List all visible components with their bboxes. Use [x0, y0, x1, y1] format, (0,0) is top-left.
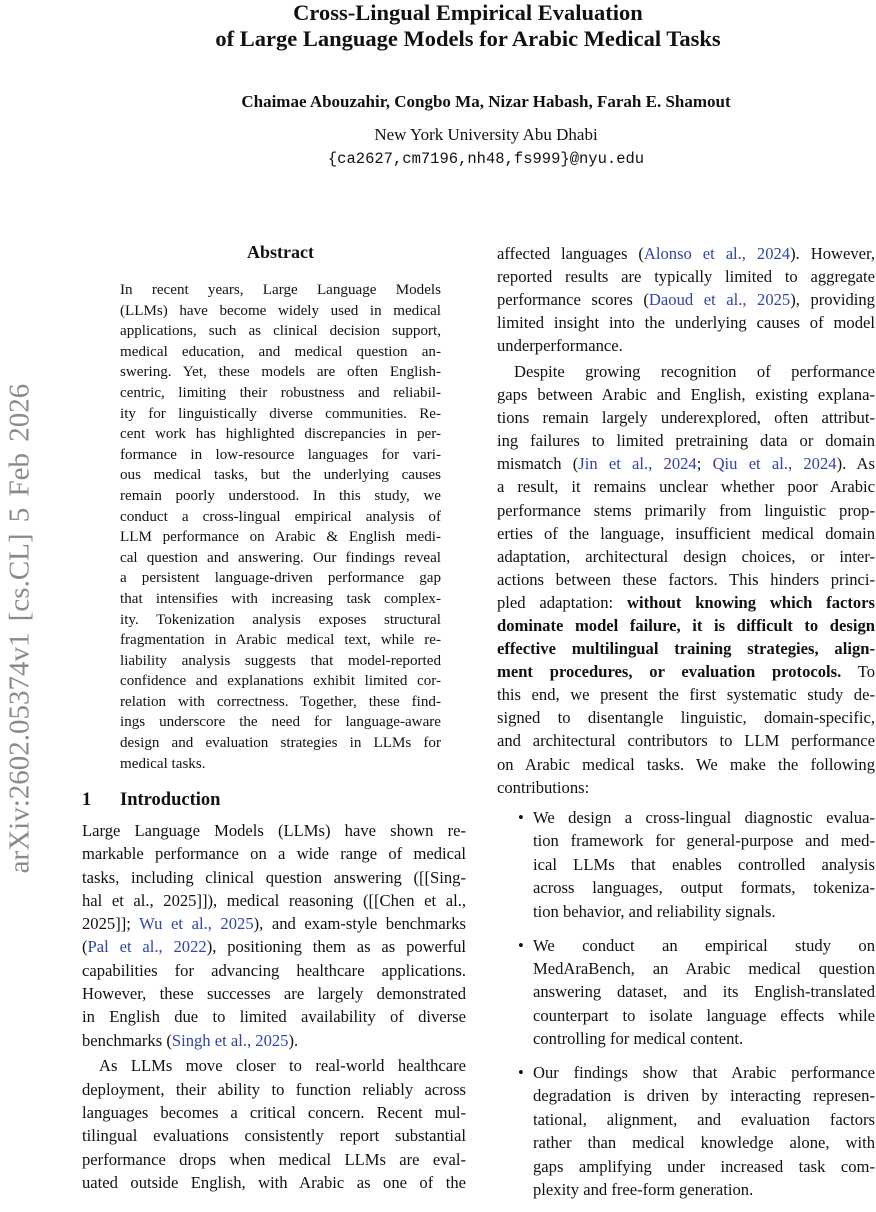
text-run: design and evaluation strategies in LLMs for — [120, 735, 441, 752]
author-emails: {ca2627,cm7196,nh48,fs999}@nyu.edu — [327, 150, 645, 168]
text-line — [82, 1101, 466, 1124]
text-run: Our findings show that Arabic performance — [533, 1063, 875, 1083]
text-line — [120, 671, 441, 692]
text-line — [120, 404, 441, 425]
text-run: performance stems primarily from linguistic prop- — [497, 500, 875, 520]
bullet-icon: • — [518, 808, 524, 827]
bold-text: without knowing which factors — [626, 592, 875, 612]
text-run: contributions: — [497, 777, 590, 797]
text-run: adaptation, architectural design choices, or inter- — [497, 546, 875, 566]
text-line — [497, 288, 875, 311]
text-line — [120, 651, 441, 672]
text-run: ), positioning them as as powerful — [206, 937, 466, 957]
text-line — [533, 980, 875, 1003]
text-run: MedAraBench, an Arabic medical question — [533, 958, 875, 978]
text-run: ing failures to limited pretraining data or domain — [497, 431, 875, 451]
text-line — [82, 935, 466, 958]
section-number: 1 — [82, 790, 92, 810]
text-run: relation with correctness. Together, these find- — [120, 693, 441, 710]
text-run: Despite growing recognition of performance — [514, 361, 875, 381]
text-run: ity for linguistically diverse communities. Re- — [120, 405, 441, 422]
text-line — [497, 334, 875, 357]
text-run: confidence and explanations exhibit limited cor- — [120, 673, 441, 690]
title-line: of Large Language Models for Arabic Medical Tasks — [215, 26, 721, 51]
list-item — [497, 1061, 875, 1201]
text-line — [497, 242, 875, 265]
bold-text: ment procedures, or evaluation protocols. — [497, 662, 842, 682]
text-line — [120, 507, 441, 528]
text-line — [120, 712, 441, 733]
text-run: ( — [82, 937, 88, 957]
text-run: affected languages ( — [497, 244, 644, 263]
text-run: ). As — [836, 454, 875, 474]
citation-link[interactable]: Jin et al., 2024 — [578, 454, 697, 474]
introduction-body — [82, 819, 466, 1194]
text-line — [497, 475, 875, 498]
text-run: medical tasks. — [120, 755, 206, 772]
text-line — [120, 362, 441, 383]
text-line — [533, 934, 875, 957]
text-line — [497, 522, 875, 545]
text-line — [120, 445, 441, 466]
text-run: formance in low-resource languages for vari- — [120, 446, 441, 463]
text-run: tilingual evaluations consistently report substantial — [82, 1126, 466, 1146]
text-line — [82, 982, 466, 1005]
text-run: conduct a cross-lingual empirical analysis of — [120, 508, 441, 525]
text-line — [120, 342, 441, 363]
text-run: reported results are typically limited to aggregate — [497, 267, 875, 287]
abstract-heading: Abstract — [247, 242, 314, 262]
text-run: performance scores ( — [497, 290, 649, 310]
text-line — [533, 957, 875, 980]
text-line — [497, 591, 875, 614]
text-run: answering dataset, and its English-translated — [533, 982, 875, 1002]
text-line — [533, 1061, 875, 1084]
text-run: ical LLMs that enables controlled analysis — [533, 854, 875, 874]
text-line — [120, 486, 441, 507]
text-line — [120, 733, 441, 754]
text-run: ings underscore the need for language-aware — [120, 714, 441, 731]
text-line — [82, 1005, 466, 1028]
text-run: markable performance on a wide range of medical — [82, 844, 466, 864]
text-line — [82, 1054, 466, 1077]
text-run: To — [841, 662, 875, 682]
text-line — [82, 842, 466, 865]
text-line — [120, 465, 441, 486]
text-run: that intensifies with increasing task complex- — [120, 590, 441, 607]
text-run: a persistent language-driven performance gap — [120, 570, 441, 587]
text-run: a result, it remains unclear whether poor Arabic — [497, 477, 875, 497]
affiliation: New York University Abu Dhabi — [374, 125, 598, 144]
text-line — [82, 819, 466, 842]
text-line — [120, 610, 441, 631]
text-line — [533, 1004, 875, 1027]
text-line — [497, 360, 875, 383]
paragraph — [533, 934, 875, 1051]
text-line — [497, 499, 875, 522]
text-run: plexity and free-form generation. — [533, 1180, 754, 1200]
contributions-list — [497, 806, 875, 1212]
text-run: medical education, and medical question an- — [120, 343, 441, 360]
bullet-icon: • — [518, 935, 524, 955]
right-column-body — [497, 242, 875, 799]
text-run: in English due to limited availability of diverse — [82, 1007, 466, 1027]
text-run: tions remain largely underexplored, often attribut- — [497, 408, 875, 428]
text-line — [533, 1084, 875, 1107]
text-run: tion behavior, and reliability signals. — [533, 901, 776, 921]
text-line — [82, 1124, 466, 1147]
list-item — [497, 806, 875, 923]
text-line — [497, 660, 875, 683]
text-run: tion framework for general-purpose and med- — [533, 831, 875, 851]
text-run: As LLMs move closer to real-world healthcare — [99, 1056, 466, 1076]
paper-title — [0, 0, 876, 52]
text-line — [82, 1171, 466, 1194]
text-run: We design a cross-lingual diagnostic evalua- — [533, 808, 875, 827]
citation-link[interactable]: Qiu et al., 2024 — [712, 454, 837, 474]
text-run: (LLMs) have become widely used in medical — [120, 302, 441, 319]
text-run: However, these successes are largely demonstrated — [82, 984, 466, 1004]
text-run: liability analysis suggests that model-reported — [120, 652, 441, 669]
text-line — [533, 806, 875, 829]
text-run: degradation is driven by interacting represen- — [533, 1086, 875, 1106]
text-line — [497, 637, 875, 660]
text-run: 2025]]; — [82, 914, 140, 934]
text-line — [497, 265, 875, 288]
text-run: mismatch ( — [497, 454, 579, 474]
citation-link[interactable]: Alonso et al., 2024 — [643, 244, 791, 263]
text-run: benchmarks ( — [82, 1030, 172, 1050]
text-run: rather than medical knowledge alone, with — [533, 1133, 875, 1153]
paragraph — [533, 1061, 875, 1201]
paragraph — [120, 280, 441, 774]
text-line — [497, 383, 875, 406]
text-line — [497, 683, 875, 706]
text-line — [497, 568, 875, 591]
paragraph — [82, 819, 466, 1052]
text-run: LLM performance on Arabic & English medi- — [120, 529, 441, 546]
arxiv-stamp: arXiv:2602.05374v1 [cs.CL] 5 Feb 2026 — [3, 383, 36, 874]
text-run: ). However, — [790, 244, 876, 263]
citation-link[interactable]: Wu et al., 2025 — [139, 914, 254, 934]
text-run: actions between these factors. This hinders princi- — [497, 569, 875, 589]
text-line — [497, 406, 875, 429]
text-line — [533, 1027, 875, 1050]
bold-text: effective multilingual training strategies, align- — [497, 639, 875, 659]
text-line — [120, 568, 441, 589]
paragraph — [497, 242, 875, 357]
text-line — [82, 889, 466, 912]
text-line — [497, 429, 875, 452]
text-line — [120, 754, 441, 775]
text-line — [120, 424, 441, 445]
text-run: this end, we present the first systematic study de- — [497, 685, 875, 705]
text-run: gaps amplifying under increased task com- — [533, 1156, 875, 1176]
text-run: erties of the language, insufficient medical domain — [497, 523, 875, 543]
text-line — [82, 1148, 466, 1171]
text-run: languages becomes a critical concern. Recent mul- — [82, 1103, 466, 1123]
text-run: hal et al., 2025]]), medical reasoning ([[Chen et al., — [82, 890, 466, 910]
text-run: fragmentation in Arabic medical text, while re- — [120, 632, 441, 649]
text-run: Large Language Models (LLMs) have shown re- — [82, 821, 466, 840]
text-line — [533, 1155, 875, 1178]
text-run: applications, such as clinical decision support, — [120, 323, 441, 340]
text-line — [120, 589, 441, 610]
text-line — [497, 776, 875, 799]
text-run: ity. Tokenization analysis exposes structural — [120, 611, 441, 628]
text-run: ; — [696, 454, 713, 474]
text-line — [533, 1108, 875, 1131]
text-run: controlling for medical content. — [533, 1029, 744, 1049]
text-line — [82, 959, 466, 982]
text-run: ). — [288, 1030, 299, 1050]
text-run: ), providing — [790, 290, 875, 310]
text-run: cal question and answering. Our findings reveal — [120, 549, 441, 566]
text-run: gaps between Arabic and English, existing explana- — [497, 385, 875, 405]
text-run: remain poorly understood. In this study, we — [120, 487, 441, 504]
text-line — [533, 853, 875, 876]
text-run: tational, alignment, and evaluation factors — [533, 1109, 875, 1129]
text-line — [497, 706, 875, 729]
title-line: Cross-Lingual Empirical Evaluation — [293, 0, 643, 25]
text-run: capabilities for advancing healthcare applications. — [82, 960, 466, 980]
text-line — [533, 876, 875, 899]
abstract-body — [120, 280, 441, 774]
text-line — [120, 692, 441, 713]
citation-link[interactable]: Daoud et al., 2025 — [648, 290, 791, 310]
text-line — [120, 321, 441, 342]
text-line — [82, 1029, 466, 1052]
paragraph — [497, 360, 875, 799]
text-line — [120, 548, 441, 569]
section-heading-introduction — [82, 790, 220, 811]
text-line — [497, 452, 875, 475]
text-run: cent work has highlighted discrepancies in per- — [120, 426, 441, 443]
text-run: We conduct an empirical study on — [533, 935, 875, 955]
text-run: and architectural contributors to LLM performance — [497, 731, 875, 751]
text-line — [120, 280, 441, 301]
bullet-icon: • — [518, 1063, 524, 1083]
text-line — [497, 614, 875, 637]
text-line — [120, 527, 441, 548]
citation-link[interactable]: Pal et al., 2022 — [87, 937, 207, 957]
text-line — [120, 301, 441, 322]
text-line — [497, 311, 875, 334]
citation-link[interactable]: Singh et al., 2025 — [171, 1030, 289, 1050]
text-line — [497, 545, 875, 568]
text-line — [120, 383, 441, 404]
section-title: Introduction — [120, 790, 221, 810]
text-run: deployment, their ability to function reliably across — [82, 1079, 466, 1099]
list-item — [497, 934, 875, 1051]
text-run: across languages, output formats, tokeniza- — [533, 878, 875, 898]
text-run: swering. Yet, these models are often English- — [120, 364, 441, 381]
text-line — [82, 1078, 466, 1101]
text-line — [533, 1178, 875, 1201]
text-run: limited insight into the underlying causes of model — [497, 313, 875, 333]
text-run: uated outside English, with Arabic as one of the — [82, 1172, 466, 1192]
text-run: signed to disentangle linguistic, domain-specific, — [497, 708, 875, 728]
author-list: Chaimae Abouzahir, Congbo Ma, Nizar Habash, Farah E. Shamout — [241, 92, 731, 111]
text-run: pled adaptation: — [497, 592, 627, 612]
text-run: tasks, including clinical question answering ([[Sing- — [82, 867, 466, 887]
paragraph — [533, 806, 875, 923]
text-run: performance drops when medical LLMs are eval- — [82, 1149, 466, 1169]
text-run: ), and exam-style benchmarks — [253, 914, 466, 934]
text-run: underperformance. — [497, 336, 623, 356]
text-run: counterpart to isolate language effects while — [533, 1005, 875, 1025]
text-line — [533, 900, 875, 923]
text-line — [82, 866, 466, 889]
text-line — [533, 1131, 875, 1154]
text-line — [497, 753, 875, 776]
paragraph — [82, 1054, 466, 1194]
text-line — [497, 729, 875, 752]
text-line — [533, 829, 875, 852]
text-line — [120, 630, 441, 651]
text-line — [82, 912, 466, 935]
text-run: ous medical tasks, but the underlying causes — [120, 467, 441, 484]
text-run: In recent years, Large Language Models — [120, 282, 441, 298]
text-run: centric, limiting their robustness and reliabil- — [120, 384, 441, 401]
bold-text: dominate model failure, it is difficult to design — [497, 616, 875, 635]
text-run: on Arabic medical tasks. We make the following — [497, 754, 875, 774]
